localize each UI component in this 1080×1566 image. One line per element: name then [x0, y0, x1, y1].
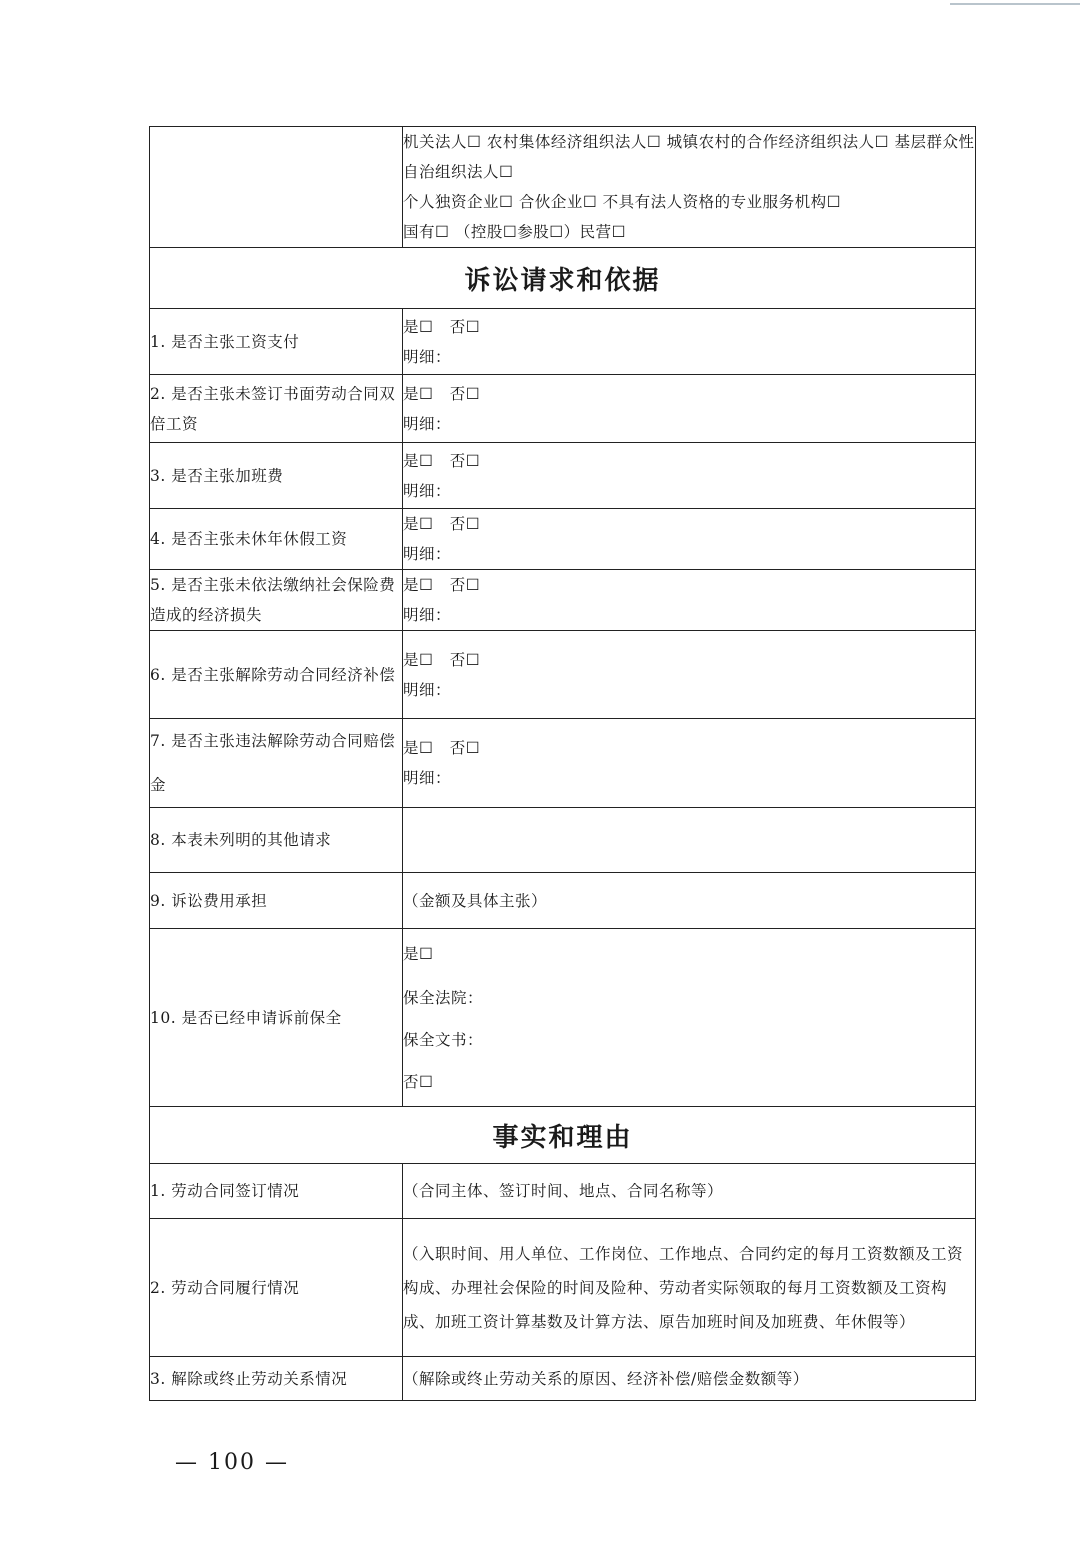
claim-2-no-checkbox[interactable]: 否☐	[449, 384, 481, 403]
claim-6-no-checkbox[interactable]: 否☐	[449, 650, 481, 669]
preservation-label: 10. 是否已经申请诉前保全	[150, 929, 403, 1107]
claim-value-3	[403, 443, 976, 509]
claim-6-detail: 明细：	[403, 680, 452, 699]
fact-value-1[interactable]: （合同主体、签订时间、地点、合同名称等）	[403, 1164, 976, 1219]
preservation-row	[150, 929, 976, 1107]
entity-type-options	[403, 127, 976, 248]
fact-label-1: 1. 劳动合同签订情况	[150, 1164, 403, 1219]
complaint-form-table	[149, 126, 976, 1401]
page-number: — 100 —	[175, 1450, 289, 1475]
claim-row-3	[150, 443, 976, 509]
claim-7-yes-checkbox[interactable]: 是☐	[403, 739, 434, 757]
claim-row-1	[150, 309, 976, 375]
section-title-facts: 事实和理由	[150, 1107, 976, 1164]
claim-5-yes-checkbox[interactable]: 是☐	[403, 576, 434, 594]
claim-4-yes-checkbox[interactable]: 是☐	[403, 515, 434, 533]
preservation-yes-checkbox[interactable]: 是☐	[403, 944, 434, 963]
fact-label-3: 3. 解除或终止劳动关系情况	[150, 1357, 403, 1401]
claim-row-6	[150, 631, 976, 719]
preservation-value	[403, 929, 976, 1107]
claim-4-no-checkbox[interactable]: 否☐	[449, 515, 481, 533]
preservation-court: 保全法院：	[403, 988, 484, 1007]
litigation-cost-row	[150, 873, 976, 929]
top-edge-line	[950, 3, 1080, 5]
claim-1-no-checkbox[interactable]: 否☐	[449, 317, 481, 336]
claim-5-detail: 明细：	[403, 606, 452, 624]
preservation-no-checkbox[interactable]: 否☐	[403, 1072, 434, 1091]
fact-row-2	[150, 1219, 976, 1357]
claim-value-6	[403, 631, 976, 719]
entity-type-line-3: 国有☐ （控股☐参股☐）民营☐	[403, 223, 627, 241]
claim-value-4	[403, 509, 976, 570]
fact-value-2[interactable]: （入职时间、用人单位、工作岗位、工作地点、合同约定的每月工资数额及工资构成、办理社会保险的时间及险种、劳动者实际领取的每月工资数额及工资构成、加班工资计算基数及计算方法、原告加班时间及加班费、年休假等）	[403, 1219, 976, 1357]
claim-value-7	[403, 719, 976, 808]
claim-2-yes-checkbox[interactable]: 是☐	[403, 384, 434, 403]
claim-1-detail: 明细：	[403, 347, 452, 366]
claim-label-5: 5. 是否主张未依法缴纳社会保险费造成的经济损失	[150, 570, 403, 631]
entity-type-line-1: 机关法人☐ 农村集体经济组织法人☐ 城镇农村的合作经济组织法人☐ 基层群众性自治组织法人☐	[403, 133, 975, 181]
entity-type-row	[150, 127, 976, 248]
claim-label-3: 3. 是否主张加班费	[150, 443, 403, 509]
fact-value-3[interactable]: （解除或终止劳动关系的原因、经济补偿/赔偿金数额等）	[403, 1357, 976, 1401]
litigation-cost-field[interactable]: （金额及具体主张）	[403, 873, 976, 929]
claim-label-4: 4. 是否主张未休年休假工资	[150, 509, 403, 570]
claim-7-detail: 明细：	[403, 769, 452, 787]
claim-5-no-checkbox[interactable]: 否☐	[449, 576, 481, 594]
claim-row-8	[150, 808, 976, 873]
claim-6-yes-checkbox[interactable]: 是☐	[403, 650, 434, 669]
other-claims-field[interactable]	[403, 808, 976, 873]
claim-row-7	[150, 719, 976, 808]
claim-value-1	[403, 309, 976, 375]
preservation-document: 保全文书：	[403, 1030, 484, 1049]
entity-type-label-cell	[150, 127, 403, 248]
claim-3-yes-checkbox[interactable]: 是☐	[403, 451, 434, 470]
claim-label-7: 7. 是否主张违法解除劳动合同赔偿金	[150, 719, 403, 808]
claim-1-yes-checkbox[interactable]: 是☐	[403, 317, 434, 336]
claim-label-2: 2. 是否主张未签订书面劳动合同双倍工资	[150, 375, 403, 443]
fact-row-3	[150, 1357, 976, 1401]
claim-label-1: 1. 是否主张工资支付	[150, 309, 403, 375]
claim-row-2	[150, 375, 976, 443]
claim-value-5	[403, 570, 976, 631]
claim-2-detail: 明细：	[403, 414, 452, 433]
claim-3-no-checkbox[interactable]: 否☐	[449, 451, 481, 470]
litigation-cost-label: 9. 诉讼费用承担	[150, 873, 403, 929]
section-title-claims: 诉讼请求和依据	[150, 248, 976, 309]
claim-label-6: 6. 是否主张解除劳动合同经济补偿	[150, 631, 403, 719]
claim-3-detail: 明细：	[403, 481, 452, 500]
fact-label-2: 2. 劳动合同履行情况	[150, 1219, 403, 1357]
entity-type-line-2: 个人独资企业☐ 合伙企业☐ 不具有法人资格的专业服务机构☐	[403, 193, 842, 211]
claim-row-5	[150, 570, 976, 631]
other-claims-label: 8. 本表未列明的其他请求	[150, 808, 403, 873]
claim-7-no-checkbox[interactable]: 否☐	[449, 739, 481, 757]
claim-4-detail: 明细：	[403, 545, 452, 563]
claim-row-4	[150, 509, 976, 570]
fact-row-1	[150, 1164, 976, 1219]
claim-value-2	[403, 375, 976, 443]
